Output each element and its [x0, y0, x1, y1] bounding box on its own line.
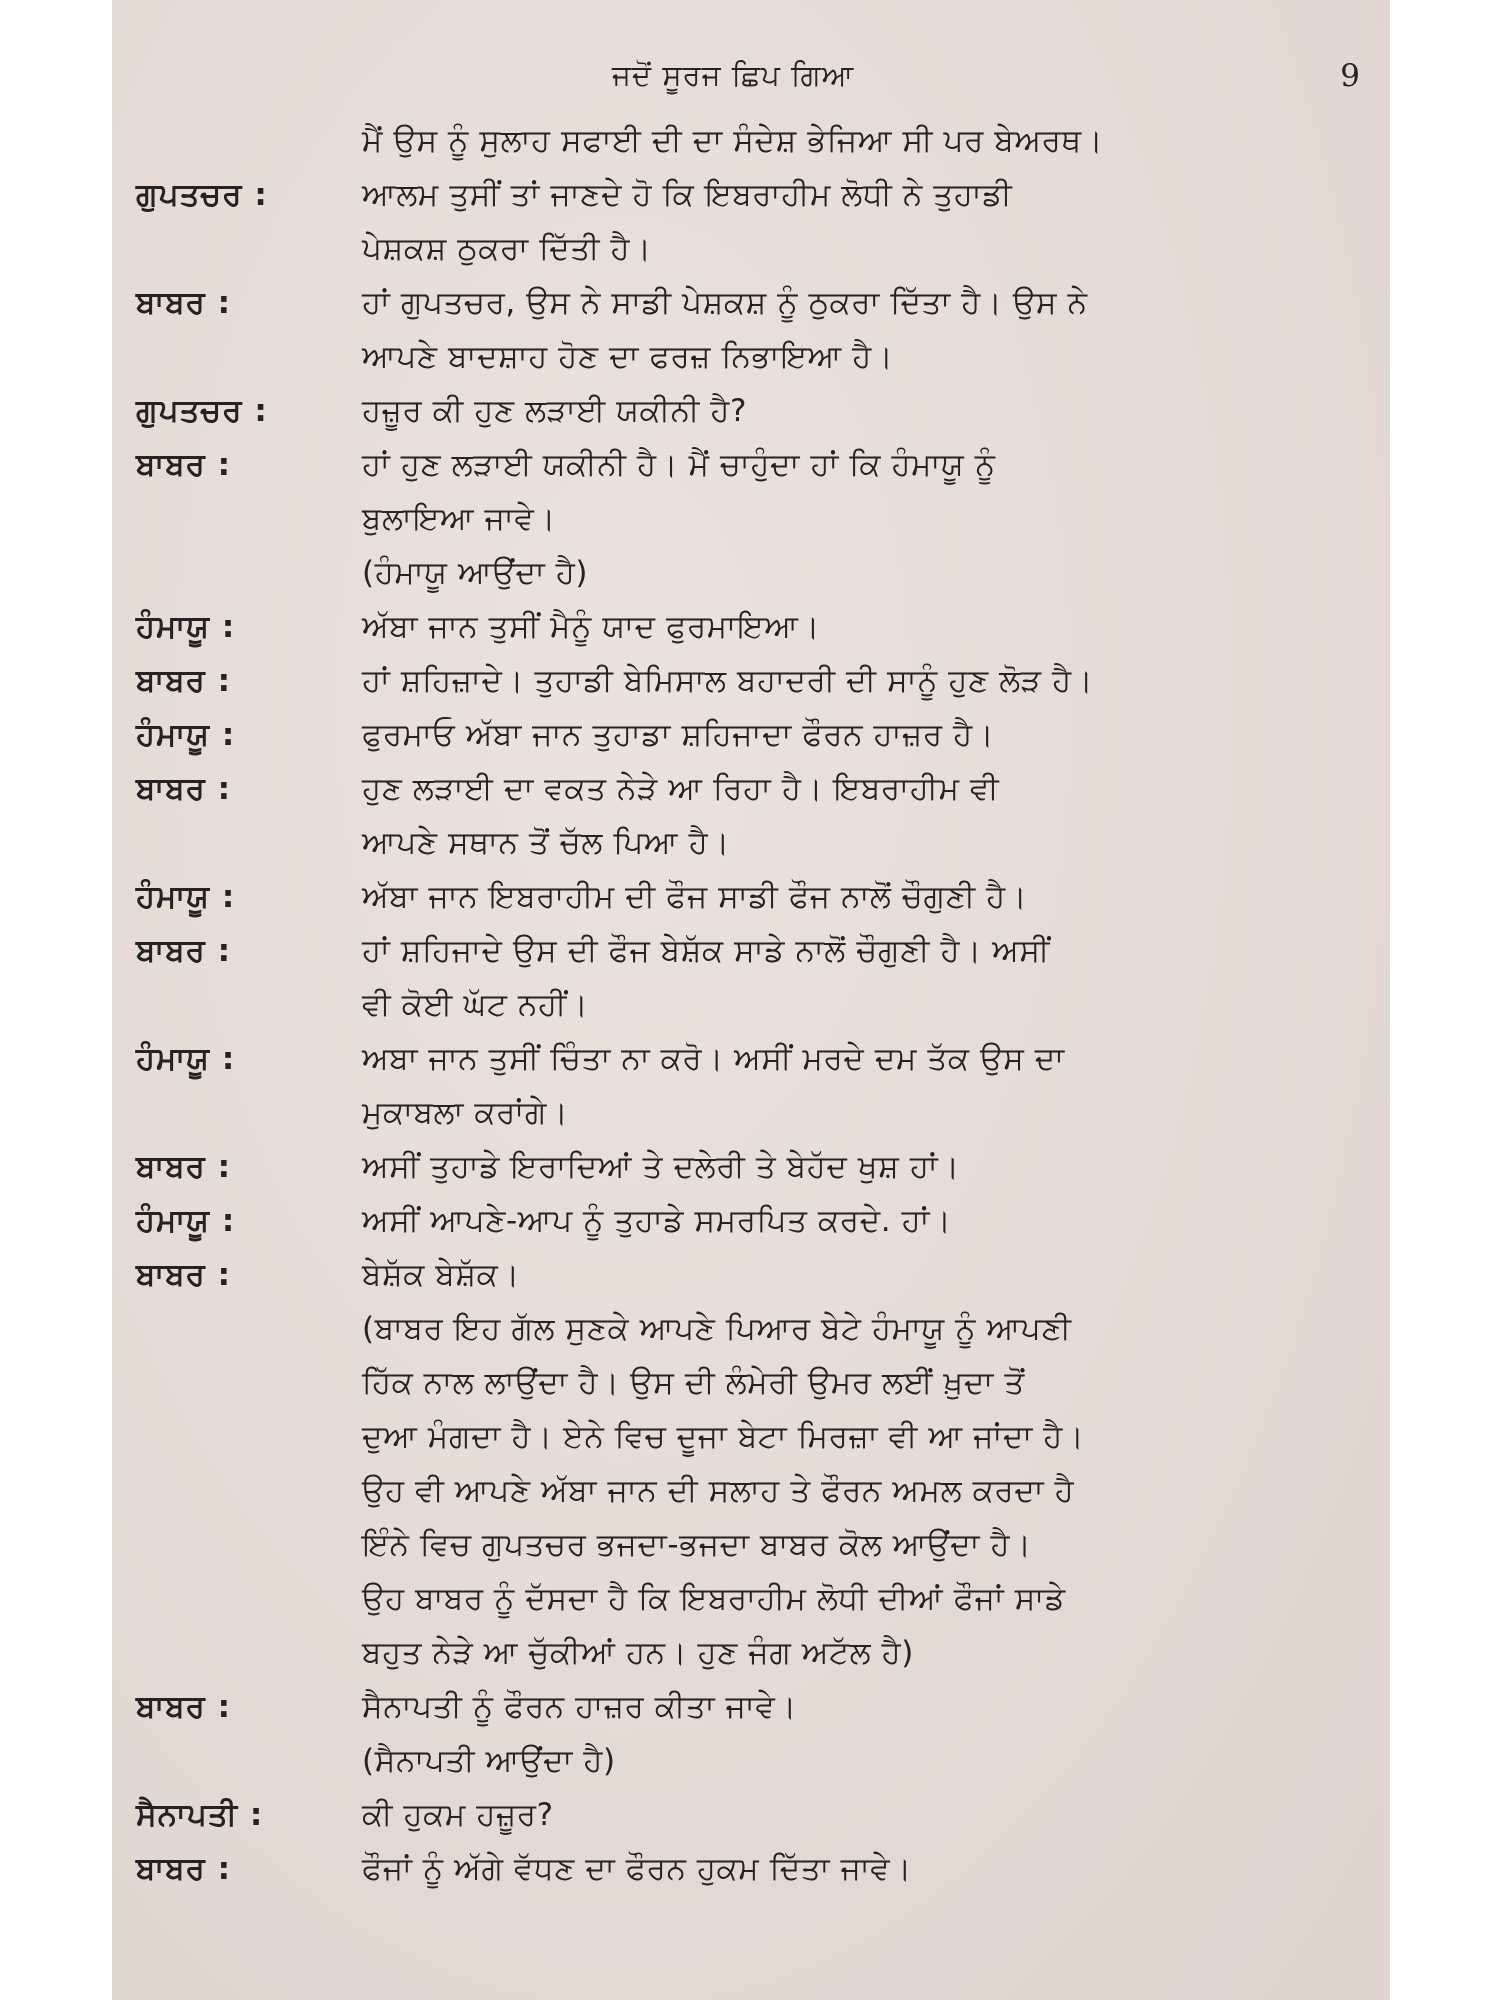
dialogue-text: ਸੈਨਾਪਤੀ ਨੂੰ ਫੌਰਨ ਹਾਜ਼ਰ ਕੀਤਾ ਜਾਵੇ।: [362, 1689, 797, 1725]
dialogue-text: ਆਪਣੇ ਸਥਾਨ ਤੋਂ ਚੱਲ ਪਿਆ ਹੈ।: [362, 825, 730, 861]
text-line: [136, 1140, 1376, 1194]
stage-direction: (ਹੰਮਾਯੂ ਆਉਂਦਾ ਹੈ): [362, 555, 589, 591]
text-line: [136, 1410, 1376, 1464]
speaker-name: ਬਾਬਰ :: [136, 1149, 231, 1185]
speaker-name: ਬਾਬਰ :: [136, 933, 231, 969]
speaker-name: ਬਾਬਰ :: [136, 1257, 231, 1293]
dialogue-text: ਕੀ ਹੁਕਮ ਹਜ਼ੂਰ?: [362, 1797, 554, 1833]
speaker-name: ਹੰਮਾਯੂ :: [136, 1203, 236, 1239]
text-line: [136, 330, 1376, 384]
text-line: [136, 1842, 1376, 1896]
text-line: [136, 654, 1376, 708]
dialogue-text: ਮੈਂ ਉਸ ਨੂੰ ਸੁਲਾਹ ਸਫਾਈ ਦੀ ਦਾ ਸੰਦੇਸ਼ ਭੇਜਿਆ ਸੀ ਪਰ ਬੇਅਰਥ।: [362, 123, 1104, 159]
stage-direction: ਦੁਆ ਮੰਗਦਾ ਹੈ। ਏਨੇ ਵਿਚ ਦੂਜਾ ਬੇਟਾ ਮਿਰਜ਼ਾ ਵੀ ਆ ਜਾਂਦਾ ਹੈ।: [362, 1419, 1085, 1455]
text-line: [136, 276, 1376, 330]
speaker-name: ਗੁਪਤਚਰ :: [136, 393, 268, 429]
dialogue-text: ਹਾਂ ਸ਼ਹਿਜਾਦੇ ਉਸ ਦੀ ਫੌਜ ਬੇਸ਼ੱਕ ਸਾਡੇ ਨਾਲੋਂ ਚੌਗੁਣੀ ਹੈ। ਅਸੀਂ: [362, 933, 1050, 969]
speaker-name: ਬਾਬਰ :: [136, 1689, 231, 1725]
speaker-name: ਬਾਬਰ :: [136, 285, 231, 321]
dialogue-text: ਪੇਸ਼ਕਸ਼ ਠੁਕਰਾ ਦਿੱਤੀ ਹੈ।: [362, 231, 652, 267]
dialogue-text: ਅੱਬਾ ਜਾਨ ਤੁਸੀਂ ਮੈਨੂੰ ਯਾਦ ਫੁਰਮਾਇਆ।: [362, 609, 821, 645]
dialogue-text: ਆਲਮ ਤੁਸੀਂ ਤਾਂ ਜਾਣਦੇ ਹੋ ਕਿ ਇਬਰਾਹੀਮ ਲੋਧੀ ਨੇ ਤੁਹਾਡੀ: [362, 177, 1013, 213]
dialogue-text: ਆਪਣੇ ਬਾਦਸ਼ਾਹ ਹੋਣ ਦਾ ਫਰਜ਼ ਨਿਭਾਇਆ ਹੈ।: [362, 339, 894, 375]
text-line: [136, 600, 1376, 654]
text-line: [136, 384, 1376, 438]
text-line: [136, 1194, 1376, 1248]
stage-direction: (ਸੈਨਾਪਤੀ ਆਉਂਦਾ ਹੈ): [362, 1743, 616, 1779]
speaker-name: ਗੁਪਤਚਰ :: [136, 177, 268, 213]
page-number: 9: [1340, 58, 1360, 94]
stage-direction: (ਬਾਬਰ ਇਹ ਗੱਲ ਸੁਣਕੇ ਆਪਣੇ ਪਿਆਰ ਬੇਟੇ ਹੰਮਾਯੂ ਨੂੰ ਆਪਣੀ: [362, 1311, 1072, 1347]
dialogue-text: ਫੁਰਮਾਓ ਅੱਬਾ ਜਾਨ ਤੁਹਾਡਾ ਸ਼ਹਿਜਾਦਾ ਫੌਰਨ ਹਾਜ਼ਰ ਹੈ।: [362, 717, 995, 753]
dialogue-text: ਮੁਕਾਬਲਾ ਕਰਾਂਗੇ।: [362, 1095, 569, 1131]
text-line: [136, 1032, 1376, 1086]
text-line: [136, 1302, 1376, 1356]
text-line: [136, 168, 1376, 222]
book-page: [112, 0, 1390, 2000]
text-line: [136, 1788, 1376, 1842]
dialogue-text: ਹੁਣ ਲੜਾਈ ਦਾ ਵਕਤ ਨੇੜੇ ਆ ਰਿਹਾ ਹੈ। ਇਬਰਾਹੀਮ ਵੀ: [362, 771, 1000, 807]
text-line: [136, 222, 1376, 276]
dialogue-text: ਹਜ਼ੂਰ ਕੀ ਹੁਣ ਲੜਾਈ ਯਕੀਨੀ ਹੈ?: [362, 393, 748, 429]
text-line: [136, 1680, 1376, 1734]
text-line: [136, 438, 1376, 492]
running-title: ਜਦੋਂ ਸੂਰਜ ਛਿਪ ਗਿਆ: [612, 58, 855, 92]
text-line: [136, 1572, 1376, 1626]
dialogue-text: ਅਸੀਂ ਤੁਹਾਡੇ ਇਰਾਦਿਆਂ ਤੇ ਦਲੇਰੀ ਤੇ ਬੇਹੱਦ ਖੁਸ਼ ਹਾਂ।: [362, 1149, 960, 1185]
play-text: [136, 114, 1376, 1896]
text-line: [136, 924, 1376, 978]
dialogue-text: ਅਸੀਂ ਆਪਣੇ-ਆਪ ਨੂੰ ਤੁਹਾਡੇ ਸਮਰਪਿਤ ਕਰਦੇ. ਹਾਂ।: [362, 1203, 952, 1239]
speaker-name: ਬਾਬਰ :: [136, 1851, 231, 1887]
stage-direction: ਹਿੱਕ ਨਾਲ ਲਾਉਂਦਾ ਹੈ। ਉਸ ਦੀ ਲੰਮੇਰੀ ਉਮਰ ਲਈਂ ਖ਼ੁਦਾ ਤੋਂ: [362, 1365, 1025, 1401]
text-line: [136, 546, 1376, 600]
text-line: [136, 492, 1376, 546]
speaker-name: ਬਾਬਰ :: [136, 447, 231, 483]
text-line: [136, 1248, 1376, 1302]
page-header: [112, 58, 1390, 104]
text-line: [136, 870, 1376, 924]
stage-direction: ਬਹੁਤ ਨੇੜੇ ਆ ਚੁੱਕੀਆਂ ਹਨ। ਹੁਣ ਜੰਗ ਅਟੱਲ ਹੈ): [362, 1635, 914, 1671]
dialogue-text: ਹਾਂ ਹੁਣ ਲੜਾਈ ਯਕੀਨੀ ਹੈ। ਮੈਂ ਚਾਹੁੰਦਾ ਹਾਂ ਕਿ ਹੰਮਾਯੂ ਨੂੰ: [362, 447, 996, 483]
dialogue-text: ਫੌਜਾਂ ਨੂੰ ਅੱਗੇ ਵੱਧਣ ਦਾ ਫੌਰਨ ਹੁਕਮ ਦਿੱਤਾ ਜਾਵੇ।: [362, 1851, 912, 1887]
dialogue-text: ਹਾਂ ਸ਼ਹਿਜ਼ਾਦੇ। ਤੁਹਾਡੀ ਬੇਮਿਸਾਲ ਬਹਾਦਰੀ ਦੀ ਸਾਨੂੰ ਹੁਣ ਲੋੜ ਹੈ।: [362, 663, 1094, 699]
text-line: [136, 708, 1376, 762]
text-line: [136, 1464, 1376, 1518]
text-line: [136, 1734, 1376, 1788]
dialogue-text: ਅੱਬਾ ਜਾਨ ਇਬਰਾਹੀਮ ਦੀ ਫੌਜ ਸਾਡੀ ਫੌਜ ਨਾਲੋਂ ਚੌਗੁਣੀ ਹੈ।: [362, 879, 1028, 915]
speaker-name: ਹੰਮਾਯੂ :: [136, 1041, 236, 1077]
dialogue-text: ਬੇਸ਼ੱਕ ਬੇਸ਼ੱਕ।: [362, 1257, 520, 1293]
dialogue-text: ਬੁਲਾਇਆ ਜਾਵੇ।: [362, 501, 556, 537]
text-line: [136, 1518, 1376, 1572]
text-line: [136, 1626, 1376, 1680]
text-line: [136, 1356, 1376, 1410]
speaker-name: ਬਾਬਰ :: [136, 771, 231, 807]
text-line: [136, 1086, 1376, 1140]
stage-direction: ਇੰਨੇ ਵਿਚ ਗੁਪਤਚਰ ਭਜਦਾ-ਭਜਦਾ ਬਾਬਰ ਕੋਲ ਆਉਂਦਾ ਹੈ।: [362, 1527, 1032, 1563]
speaker-name: ਬਾਬਰ :: [136, 663, 231, 699]
text-line: [136, 762, 1376, 816]
text-line: [136, 816, 1376, 870]
dialogue-text: ਅਬਾ ਜਾਨ ਤੁਸੀਂ ਚਿੰਤਾ ਨਾ ਕਰੋ। ਅਸੀਂ ਮਰਦੇ ਦਮ ਤੱਕ ਉਸ ਦਾ: [362, 1041, 1065, 1077]
text-line: [136, 978, 1376, 1032]
speaker-name: ਸੈਨਾਪਤੀ :: [136, 1797, 264, 1833]
stage-direction: ਉਹ ਬਾਬਰ ਨੂੰ ਦੱਸਦਾ ਹੈ ਕਿ ਇਬਰਾਹੀਮ ਲੋਧੀ ਦੀਆਂ ਫੌਜਾਂ ਸਾਡੇ: [362, 1581, 1066, 1617]
text-line: [136, 114, 1376, 168]
dialogue-text: ਵੀ ਕੋਈ ਘੱਟ ਨਹੀਂ।: [362, 987, 589, 1023]
speaker-name: ਹੰਮਾਯੂ :: [136, 717, 236, 753]
speaker-name: ਹੰਮਾਯੂ :: [136, 609, 236, 645]
stage-direction: ਉਹ ਵੀ ਆਪਣੇ ਅੱਬਾ ਜਾਨ ਦੀ ਸਲਾਹ ਤੇ ਫੌਰਨ ਅਮਲ ਕਰਦਾ ਹੈ: [362, 1473, 1075, 1509]
speaker-name: ਹੰਮਾਯੂ :: [136, 879, 236, 915]
dialogue-text: ਹਾਂ ਗੁਪਤਚਰ, ਉਸ ਨੇ ਸਾਡੀ ਪੇਸ਼ਕਸ਼ ਨੂੰ ਠੁਕਰਾ ਦਿੱਤਾ ਹੈ। ਉਸ ਨੇ: [362, 285, 1088, 321]
